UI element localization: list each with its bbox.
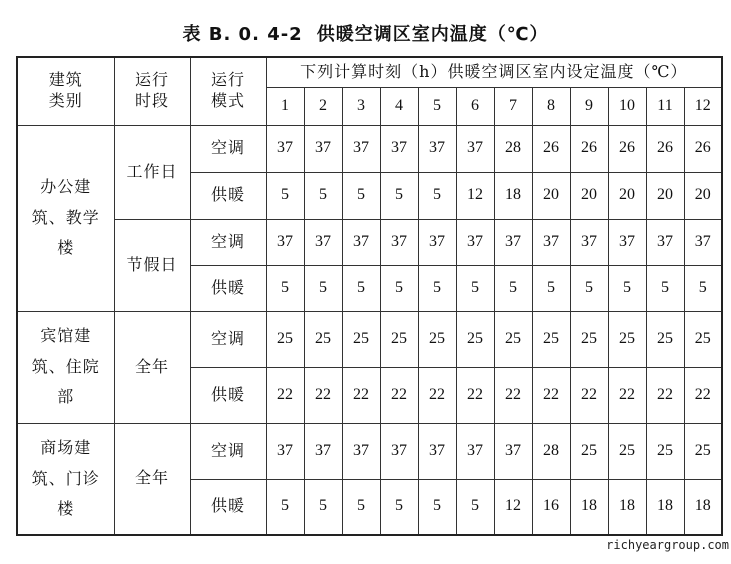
hour-header-8: 8 [532, 87, 570, 125]
mode-cell: 供暖 [190, 265, 266, 311]
temperature-cell: 37 [418, 219, 456, 265]
hour-header-2: 2 [304, 87, 342, 125]
table-row [17, 219, 722, 265]
temperature-cell: 18 [608, 479, 646, 535]
temperature-cell: 22 [456, 367, 494, 423]
temperature-cell: 37 [608, 219, 646, 265]
temperature-cell: 20 [608, 172, 646, 219]
temperature-cell: 5 [304, 265, 342, 311]
temperature-cell: 25 [570, 311, 608, 367]
temperature-cell: 37 [304, 219, 342, 265]
hour-header-10: 10 [608, 87, 646, 125]
header-span: 下列计算时刻（h）供暖空调区室内设定温度（℃） [266, 57, 722, 87]
temperature-cell: 25 [646, 423, 684, 479]
watermark: richyeargroup.com [606, 538, 729, 552]
hour-header-12: 12 [684, 87, 722, 125]
temperature-cell: 18 [646, 479, 684, 535]
temperature-cell: 12 [456, 172, 494, 219]
temperature-cell: 28 [494, 125, 532, 172]
temperature-cell: 37 [646, 219, 684, 265]
building-type-label: 商场建筑、门诊楼 [31, 438, 100, 518]
temperature-cell: 37 [456, 423, 494, 479]
hour-header-11: 11 [646, 87, 684, 125]
mode-cell: 空调 [190, 423, 266, 479]
temperature-cell: 20 [570, 172, 608, 219]
temperature-cell: 18 [684, 479, 722, 535]
temperature-cell: 5 [684, 265, 722, 311]
temperature-cell: 5 [608, 265, 646, 311]
temperature-cell: 5 [266, 172, 304, 219]
temperature-cell: 37 [266, 423, 304, 479]
temperature-cell: 25 [570, 423, 608, 479]
temperature-cell: 37 [342, 125, 380, 172]
temperature-cell: 37 [532, 219, 570, 265]
building-type-cell [17, 423, 114, 535]
temperature-cell: 18 [570, 479, 608, 535]
temperature-cell: 28 [532, 423, 570, 479]
temperature-cell: 22 [266, 367, 304, 423]
temperature-cell: 25 [266, 311, 304, 367]
table-row [17, 423, 722, 479]
table-number: 表 B. 0. 4-2 [182, 24, 303, 45]
temperature-cell: 37 [304, 423, 342, 479]
building-type-label: 宾馆建筑、住院部 [31, 326, 100, 407]
temperature-cell: 22 [532, 367, 570, 423]
temperature-table [16, 56, 723, 536]
temperature-cell: 20 [684, 172, 722, 219]
hour-header-4: 4 [380, 87, 418, 125]
hour-header-3: 3 [342, 87, 380, 125]
temperature-cell: 5 [418, 479, 456, 535]
period-cell: 工作日 [114, 125, 190, 219]
table-row [17, 125, 722, 172]
mode-cell: 供暖 [190, 367, 266, 423]
temperature-cell: 37 [494, 423, 532, 479]
mode-cell: 供暖 [190, 479, 266, 535]
temperature-cell: 22 [570, 367, 608, 423]
temperature-cell: 5 [494, 265, 532, 311]
temperature-cell: 25 [494, 311, 532, 367]
temperature-cell: 5 [342, 265, 380, 311]
temperature-cell: 26 [532, 125, 570, 172]
temperature-cell: 5 [456, 265, 494, 311]
temperature-cell: 25 [342, 311, 380, 367]
temperature-cell: 25 [684, 423, 722, 479]
temperature-cell: 20 [646, 172, 684, 219]
temperature-cell: 25 [532, 311, 570, 367]
temperature-cell: 37 [380, 125, 418, 172]
temperature-cell: 26 [570, 125, 608, 172]
mode-cell: 空调 [190, 311, 266, 367]
temperature-cell: 18 [494, 172, 532, 219]
temperature-cell: 5 [646, 265, 684, 311]
hour-header-5: 5 [418, 87, 456, 125]
temperature-cell: 5 [266, 479, 304, 535]
period-cell: 全年 [114, 423, 190, 535]
temperature-cell: 12 [494, 479, 532, 535]
temperature-cell: 16 [532, 479, 570, 535]
temperature-cell: 5 [342, 172, 380, 219]
temperature-cell: 37 [456, 219, 494, 265]
header-building-type [17, 57, 114, 125]
temperature-cell: 5 [456, 479, 494, 535]
temperature-cell: 37 [380, 423, 418, 479]
temperature-cell: 37 [684, 219, 722, 265]
mode-cell: 空调 [190, 125, 266, 172]
header-building-type-label: 建筑类别 [48, 70, 83, 111]
temperature-cell: 25 [380, 311, 418, 367]
temperature-cell: 37 [304, 125, 342, 172]
table-row [17, 311, 722, 367]
header-mode [190, 57, 266, 125]
temperature-cell: 22 [304, 367, 342, 423]
temperature-cell: 37 [266, 219, 304, 265]
temperature-cell: 20 [532, 172, 570, 219]
hour-header-7: 7 [494, 87, 532, 125]
temperature-cell: 22 [494, 367, 532, 423]
temperature-cell: 5 [304, 172, 342, 219]
temperature-cell: 26 [684, 125, 722, 172]
temperature-cell: 37 [570, 219, 608, 265]
temperature-cell: 25 [304, 311, 342, 367]
temperature-cell: 25 [456, 311, 494, 367]
temperature-cell: 5 [380, 265, 418, 311]
temperature-cell: 22 [342, 367, 380, 423]
temperature-cell: 25 [608, 311, 646, 367]
mode-cell: 空调 [190, 219, 266, 265]
temperature-cell: 5 [570, 265, 608, 311]
temperature-cell: 37 [342, 423, 380, 479]
period-cell: 节假日 [114, 219, 190, 311]
temperature-cell: 22 [418, 367, 456, 423]
temperature-cell: 5 [418, 172, 456, 219]
temperature-cell: 37 [266, 125, 304, 172]
mode-cell: 供暖 [190, 172, 266, 219]
temperature-cell: 25 [418, 311, 456, 367]
hour-header-6: 6 [456, 87, 494, 125]
hour-header-1: 1 [266, 87, 304, 125]
temperature-cell: 37 [418, 423, 456, 479]
temperature-cell: 5 [266, 265, 304, 311]
temperature-cell: 26 [608, 125, 646, 172]
temperature-cell: 25 [684, 311, 722, 367]
header-period-label: 运行时段 [134, 70, 169, 111]
temperature-cell: 37 [342, 219, 380, 265]
header-mode-label: 运行模式 [210, 70, 245, 111]
temperature-cell: 26 [646, 125, 684, 172]
temperature-cell: 5 [380, 479, 418, 535]
temperature-cell: 5 [380, 172, 418, 219]
temperature-cell: 25 [608, 423, 646, 479]
table-caption: 供暖空调区室内温度（℃） [316, 24, 549, 45]
temperature-cell: 5 [342, 479, 380, 535]
temperature-cell: 5 [304, 479, 342, 535]
temperature-cell: 25 [646, 311, 684, 367]
temperature-cell: 37 [456, 125, 494, 172]
building-type-cell [17, 311, 114, 423]
temperature-cell: 37 [494, 219, 532, 265]
temperature-cell: 22 [646, 367, 684, 423]
temperature-cell: 5 [532, 265, 570, 311]
temperature-cell: 37 [418, 125, 456, 172]
temperature-cell: 22 [380, 367, 418, 423]
temperature-cell: 5 [418, 265, 456, 311]
temperature-cell: 22 [608, 367, 646, 423]
temperature-cell: 37 [380, 219, 418, 265]
temperature-cell: 22 [684, 367, 722, 423]
building-type-label: 办公建筑、教学楼 [31, 177, 100, 258]
hour-header-9: 9 [570, 87, 608, 125]
header-period [114, 57, 190, 125]
table-title [0, 20, 731, 46]
period-cell: 全年 [114, 311, 190, 423]
building-type-cell [17, 125, 114, 311]
